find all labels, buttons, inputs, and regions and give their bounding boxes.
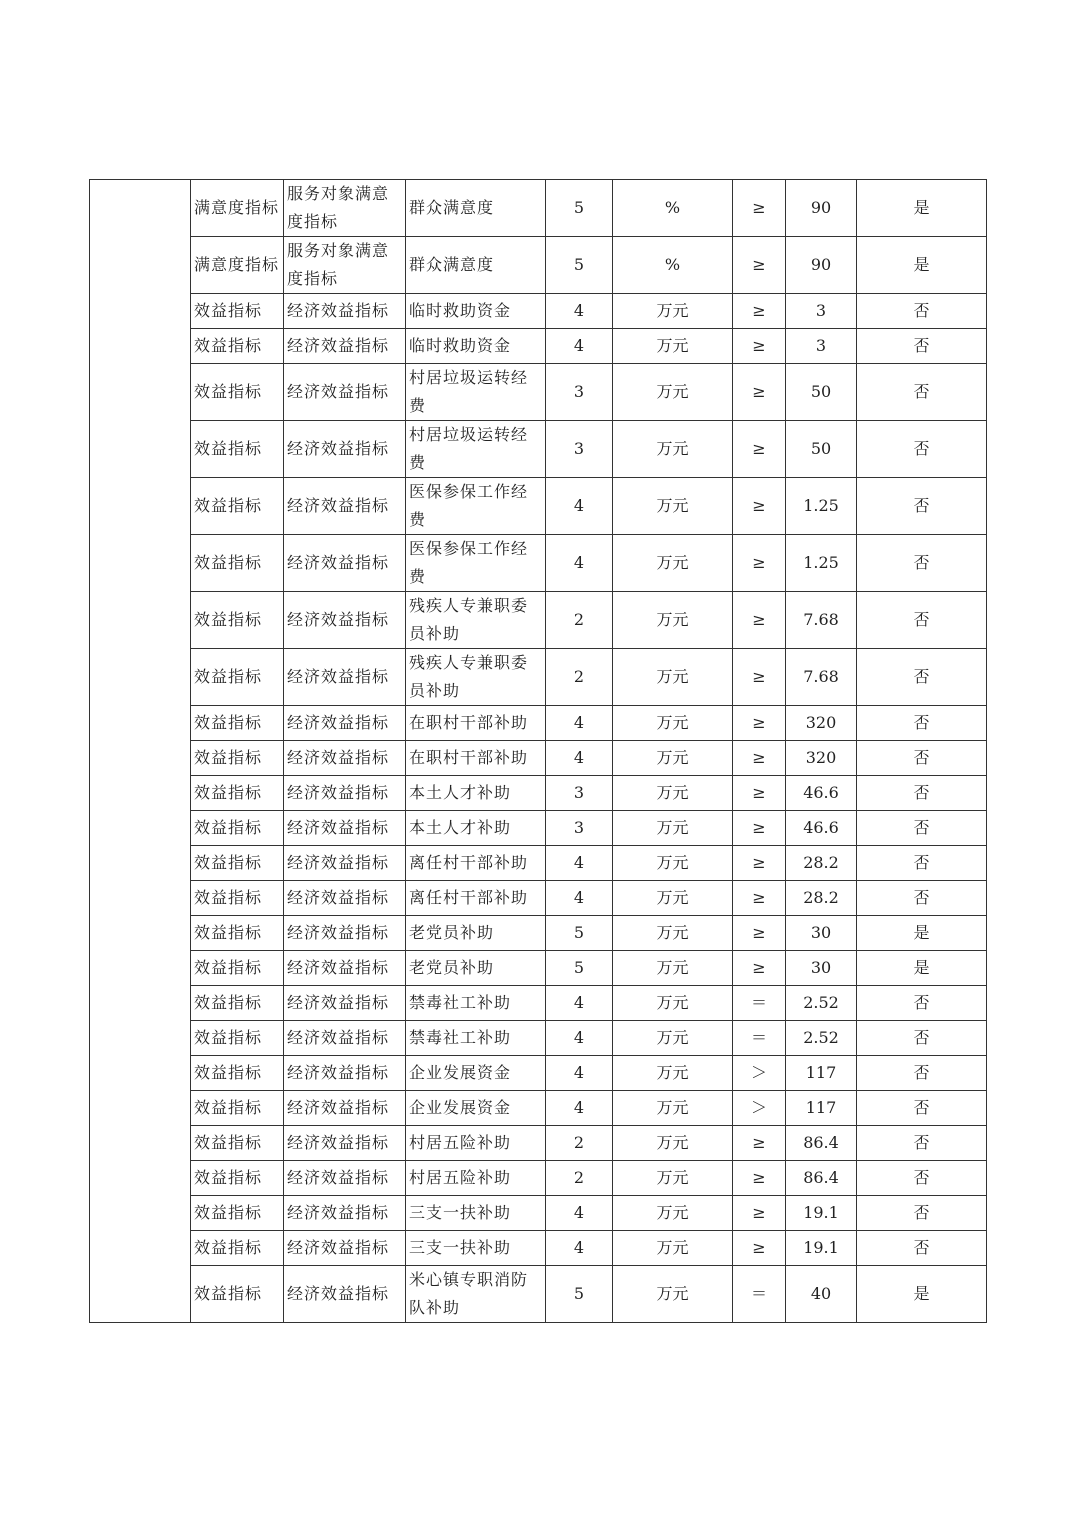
table-row <box>90 706 987 741</box>
unit-cell: 万元 <box>613 1161 733 1196</box>
table-row <box>90 1161 987 1196</box>
table-row <box>90 881 987 916</box>
level1-indicator-cell: 效益指标 <box>191 741 284 776</box>
level1-indicator-cell: 效益指标 <box>191 329 284 364</box>
unit-cell: 万元 <box>613 535 733 592</box>
operator-cell: ≥ <box>733 1126 786 1161</box>
level2-indicator-cell: 经济效益指标 <box>284 741 406 776</box>
level1-indicator-cell: 满意度指标 <box>191 180 284 237</box>
operator-cell: ＞ <box>733 1091 786 1126</box>
operator-cell: ≥ <box>733 846 786 881</box>
indicator-name-cell: 老党员补助 <box>406 916 546 951</box>
core-indicator-flag-cell: 否 <box>857 741 987 776</box>
indicator-name-cell: 老党员补助 <box>406 951 546 986</box>
target-value-cell: 28.2 <box>786 846 857 881</box>
indicator-name-cell: 禁毒社工补助 <box>406 1021 546 1056</box>
level1-indicator-cell: 效益指标 <box>191 706 284 741</box>
indicator-name-cell: 企业发展资金 <box>406 1056 546 1091</box>
unit-cell: 万元 <box>613 649 733 706</box>
target-value-cell: 30 <box>786 916 857 951</box>
unit-cell: 万元 <box>613 916 733 951</box>
target-value-cell: 2.52 <box>786 986 857 1021</box>
target-value-cell: 1.25 <box>786 535 857 592</box>
indicator-name-cell: 临时救助资金 <box>406 329 546 364</box>
indicator-name-cell: 残疾人专兼职委员补助 <box>406 649 546 706</box>
table-row <box>90 1266 987 1323</box>
level2-indicator-cell: 经济效益指标 <box>284 592 406 649</box>
target-value-cell: 19.1 <box>786 1231 857 1266</box>
unit-cell: 万元 <box>613 776 733 811</box>
weight-cell: 4 <box>546 1056 613 1091</box>
table-row <box>90 649 987 706</box>
level2-indicator-cell: 经济效益指标 <box>284 951 406 986</box>
core-indicator-flag-cell: 是 <box>857 237 987 294</box>
core-indicator-flag-cell: 是 <box>857 951 987 986</box>
indicator-table <box>89 179 987 1323</box>
target-value-cell: 46.6 <box>786 776 857 811</box>
indicator-name-cell: 在职村干部补助 <box>406 706 546 741</box>
blank-category-cell <box>90 180 191 1323</box>
indicator-name-cell: 本土人才补助 <box>406 811 546 846</box>
weight-cell: 4 <box>546 535 613 592</box>
weight-cell: 4 <box>546 329 613 364</box>
level1-indicator-cell: 效益指标 <box>191 776 284 811</box>
weight-cell: 4 <box>546 706 613 741</box>
level2-indicator-cell: 经济效益指标 <box>284 421 406 478</box>
unit-cell: 万元 <box>613 329 733 364</box>
indicator-name-cell: 村居垃圾运转经费 <box>406 421 546 478</box>
core-indicator-flag-cell: 否 <box>857 706 987 741</box>
core-indicator-flag-cell: 否 <box>857 535 987 592</box>
indicator-name-cell: 医保参保工作经费 <box>406 535 546 592</box>
table-row <box>90 1021 987 1056</box>
level1-indicator-cell: 效益指标 <box>191 916 284 951</box>
weight-cell: 5 <box>546 180 613 237</box>
level2-indicator-cell: 经济效益指标 <box>284 1266 406 1323</box>
level1-indicator-cell: 效益指标 <box>191 951 284 986</box>
table-row <box>90 364 987 421</box>
unit-cell: 万元 <box>613 951 733 986</box>
core-indicator-flag-cell: 否 <box>857 364 987 421</box>
level1-indicator-cell: 效益指标 <box>191 811 284 846</box>
unit-cell: 万元 <box>613 1231 733 1266</box>
level2-indicator-cell: 经济效益指标 <box>284 535 406 592</box>
level1-indicator-cell: 效益指标 <box>191 1161 284 1196</box>
level1-indicator-cell: 效益指标 <box>191 1056 284 1091</box>
unit-cell: 万元 <box>613 592 733 649</box>
indicator-name-cell: 米心镇专职消防队补助 <box>406 1266 546 1323</box>
operator-cell: ≥ <box>733 1161 786 1196</box>
weight-cell: 2 <box>546 1126 613 1161</box>
level2-indicator-cell: 经济效益指标 <box>284 1056 406 1091</box>
operator-cell: ≥ <box>733 951 786 986</box>
weight-cell: 2 <box>546 1161 613 1196</box>
indicator-name-cell: 村居五险补助 <box>406 1126 546 1161</box>
operator-cell: ≥ <box>733 294 786 329</box>
operator-cell: ≥ <box>733 237 786 294</box>
weight-cell: 3 <box>546 776 613 811</box>
core-indicator-flag-cell: 否 <box>857 811 987 846</box>
weight-cell: 4 <box>546 294 613 329</box>
target-value-cell: 90 <box>786 180 857 237</box>
table-row <box>90 329 987 364</box>
level2-indicator-cell: 经济效益指标 <box>284 811 406 846</box>
level1-indicator-cell: 效益指标 <box>191 846 284 881</box>
table-row <box>90 1126 987 1161</box>
indicator-name-cell: 残疾人专兼职委员补助 <box>406 592 546 649</box>
operator-cell: ＝ <box>733 1021 786 1056</box>
core-indicator-flag-cell: 否 <box>857 1056 987 1091</box>
unit-cell: 万元 <box>613 986 733 1021</box>
level2-indicator-cell: 经济效益指标 <box>284 1161 406 1196</box>
level2-indicator-cell: 经济效益指标 <box>284 846 406 881</box>
table-row <box>90 846 987 881</box>
indicator-name-cell: 临时救助资金 <box>406 294 546 329</box>
level1-indicator-cell: 效益指标 <box>191 1126 284 1161</box>
core-indicator-flag-cell: 否 <box>857 1196 987 1231</box>
core-indicator-flag-cell: 是 <box>857 180 987 237</box>
level2-indicator-cell: 服务对象满意度指标 <box>284 237 406 294</box>
level1-indicator-cell: 效益指标 <box>191 881 284 916</box>
core-indicator-flag-cell: 否 <box>857 421 987 478</box>
core-indicator-flag-cell: 否 <box>857 1021 987 1056</box>
target-value-cell: 40 <box>786 1266 857 1323</box>
core-indicator-flag-cell: 否 <box>857 776 987 811</box>
indicator-name-cell: 医保参保工作经费 <box>406 478 546 535</box>
core-indicator-flag-cell: 否 <box>857 1161 987 1196</box>
target-value-cell: 46.6 <box>786 811 857 846</box>
level1-indicator-cell: 效益指标 <box>191 364 284 421</box>
table-body <box>90 180 987 1323</box>
operator-cell: ≥ <box>733 916 786 951</box>
operator-cell: ≥ <box>733 364 786 421</box>
weight-cell: 4 <box>546 1196 613 1231</box>
table-row <box>90 478 987 535</box>
level1-indicator-cell: 效益指标 <box>191 478 284 535</box>
target-value-cell: 30 <box>786 951 857 986</box>
level2-indicator-cell: 经济效益指标 <box>284 364 406 421</box>
weight-cell: 5 <box>546 237 613 294</box>
core-indicator-flag-cell: 否 <box>857 649 987 706</box>
operator-cell: ≥ <box>733 881 786 916</box>
target-value-cell: 2.52 <box>786 1021 857 1056</box>
weight-cell: 4 <box>546 1091 613 1126</box>
unit-cell: 万元 <box>613 846 733 881</box>
target-value-cell: 117 <box>786 1091 857 1126</box>
table-row <box>90 916 987 951</box>
table-row <box>90 1056 987 1091</box>
table-row <box>90 421 987 478</box>
unit-cell: 万元 <box>613 1126 733 1161</box>
table-row <box>90 951 987 986</box>
indicator-name-cell: 禁毒社工补助 <box>406 986 546 1021</box>
unit-cell: 万元 <box>613 478 733 535</box>
indicator-name-cell: 离任村干部补助 <box>406 846 546 881</box>
operator-cell: ≥ <box>733 1196 786 1231</box>
target-value-cell: 3 <box>786 329 857 364</box>
core-indicator-flag-cell: 否 <box>857 1126 987 1161</box>
unit-cell: 万元 <box>613 1021 733 1056</box>
level2-indicator-cell: 经济效益指标 <box>284 478 406 535</box>
indicator-name-cell: 群众满意度 <box>406 180 546 237</box>
level1-indicator-cell: 效益指标 <box>191 1091 284 1126</box>
core-indicator-flag-cell: 否 <box>857 1231 987 1266</box>
operator-cell: ≥ <box>733 776 786 811</box>
table-row <box>90 776 987 811</box>
level2-indicator-cell: 经济效益指标 <box>284 1091 406 1126</box>
weight-cell: 4 <box>546 986 613 1021</box>
level2-indicator-cell: 经济效益指标 <box>284 294 406 329</box>
target-value-cell: 3 <box>786 294 857 329</box>
target-value-cell: 7.68 <box>786 592 857 649</box>
operator-cell: ≥ <box>733 535 786 592</box>
operator-cell: ≥ <box>733 741 786 776</box>
core-indicator-flag-cell: 否 <box>857 881 987 916</box>
core-indicator-flag-cell: 否 <box>857 478 987 535</box>
level2-indicator-cell: 经济效益指标 <box>284 1196 406 1231</box>
target-value-cell: 320 <box>786 706 857 741</box>
operator-cell: ≥ <box>733 421 786 478</box>
table-row <box>90 180 987 237</box>
operator-cell: ≥ <box>733 180 786 237</box>
table-row <box>90 592 987 649</box>
indicator-name-cell: 企业发展资金 <box>406 1091 546 1126</box>
unit-cell: 万元 <box>613 811 733 846</box>
indicator-name-cell: 群众满意度 <box>406 237 546 294</box>
operator-cell: ≥ <box>733 592 786 649</box>
weight-cell: 4 <box>546 881 613 916</box>
table-row <box>90 535 987 592</box>
operator-cell: ≥ <box>733 1231 786 1266</box>
weight-cell: 4 <box>546 1021 613 1056</box>
target-value-cell: 19.1 <box>786 1196 857 1231</box>
indicator-name-cell: 村居垃圾运转经费 <box>406 364 546 421</box>
level1-indicator-cell: 效益指标 <box>191 986 284 1021</box>
weight-cell: 5 <box>546 916 613 951</box>
unit-cell: 万元 <box>613 294 733 329</box>
level1-indicator-cell: 效益指标 <box>191 649 284 706</box>
operator-cell: ≥ <box>733 706 786 741</box>
weight-cell: 4 <box>546 846 613 881</box>
weight-cell: 5 <box>546 951 613 986</box>
core-indicator-flag-cell: 是 <box>857 916 987 951</box>
level2-indicator-cell: 经济效益指标 <box>284 776 406 811</box>
level2-indicator-cell: 经济效益指标 <box>284 986 406 1021</box>
unit-cell: % <box>613 180 733 237</box>
weight-cell: 4 <box>546 478 613 535</box>
weight-cell: 3 <box>546 421 613 478</box>
level1-indicator-cell: 效益指标 <box>191 592 284 649</box>
indicator-name-cell: 本土人才补助 <box>406 776 546 811</box>
unit-cell: 万元 <box>613 741 733 776</box>
indicator-name-cell: 三支一扶补助 <box>406 1231 546 1266</box>
unit-cell: 万元 <box>613 421 733 478</box>
target-value-cell: 86.4 <box>786 1161 857 1196</box>
operator-cell: ≥ <box>733 811 786 846</box>
level1-indicator-cell: 效益指标 <box>191 535 284 592</box>
level2-indicator-cell: 经济效益指标 <box>284 1021 406 1056</box>
level1-indicator-cell: 效益指标 <box>191 1196 284 1231</box>
weight-cell: 3 <box>546 364 613 421</box>
core-indicator-flag-cell: 否 <box>857 986 987 1021</box>
level2-indicator-cell: 经济效益指标 <box>284 1126 406 1161</box>
target-value-cell: 86.4 <box>786 1126 857 1161</box>
weight-cell: 4 <box>546 1231 613 1266</box>
operator-cell: ＝ <box>733 1266 786 1323</box>
operator-cell: ≥ <box>733 478 786 535</box>
unit-cell: % <box>613 237 733 294</box>
target-value-cell: 117 <box>786 1056 857 1091</box>
operator-cell: ≥ <box>733 329 786 364</box>
weight-cell: 4 <box>546 741 613 776</box>
target-value-cell: 320 <box>786 741 857 776</box>
weight-cell: 2 <box>546 592 613 649</box>
unit-cell: 万元 <box>613 364 733 421</box>
table-row <box>90 1091 987 1126</box>
target-value-cell: 50 <box>786 364 857 421</box>
table-row <box>90 1231 987 1266</box>
level1-indicator-cell: 效益指标 <box>191 421 284 478</box>
level1-indicator-cell: 效益指标 <box>191 1266 284 1323</box>
core-indicator-flag-cell: 否 <box>857 294 987 329</box>
level2-indicator-cell: 经济效益指标 <box>284 649 406 706</box>
level2-indicator-cell: 经济效益指标 <box>284 916 406 951</box>
table-row <box>90 741 987 776</box>
level1-indicator-cell: 效益指标 <box>191 1021 284 1056</box>
level2-indicator-cell: 经济效益指标 <box>284 329 406 364</box>
unit-cell: 万元 <box>613 706 733 741</box>
target-value-cell: 50 <box>786 421 857 478</box>
indicator-name-cell: 在职村干部补助 <box>406 741 546 776</box>
table-row <box>90 1196 987 1231</box>
operator-cell: ＞ <box>733 1056 786 1091</box>
table-row <box>90 237 987 294</box>
target-value-cell: 28.2 <box>786 881 857 916</box>
level1-indicator-cell: 效益指标 <box>191 294 284 329</box>
unit-cell: 万元 <box>613 1091 733 1126</box>
core-indicator-flag-cell: 否 <box>857 329 987 364</box>
weight-cell: 5 <box>546 1266 613 1323</box>
core-indicator-flag-cell: 是 <box>857 1266 987 1323</box>
level2-indicator-cell: 经济效益指标 <box>284 706 406 741</box>
level1-indicator-cell: 效益指标 <box>191 1231 284 1266</box>
target-value-cell: 1.25 <box>786 478 857 535</box>
indicator-name-cell: 三支一扶补助 <box>406 1196 546 1231</box>
unit-cell: 万元 <box>613 1196 733 1231</box>
indicator-name-cell: 村居五险补助 <box>406 1161 546 1196</box>
level2-indicator-cell: 服务对象满意度指标 <box>284 180 406 237</box>
level2-indicator-cell: 经济效益指标 <box>284 1231 406 1266</box>
table-row <box>90 294 987 329</box>
unit-cell: 万元 <box>613 1056 733 1091</box>
unit-cell: 万元 <box>613 1266 733 1323</box>
core-indicator-flag-cell: 否 <box>857 592 987 649</box>
weight-cell: 3 <box>546 811 613 846</box>
operator-cell: ＝ <box>733 986 786 1021</box>
table-row <box>90 986 987 1021</box>
core-indicator-flag-cell: 否 <box>857 846 987 881</box>
target-value-cell: 90 <box>786 237 857 294</box>
level2-indicator-cell: 经济效益指标 <box>284 881 406 916</box>
level1-indicator-cell: 满意度指标 <box>191 237 284 294</box>
core-indicator-flag-cell: 否 <box>857 1091 987 1126</box>
indicator-name-cell: 离任村干部补助 <box>406 881 546 916</box>
unit-cell: 万元 <box>613 881 733 916</box>
table-row <box>90 811 987 846</box>
operator-cell: ≥ <box>733 649 786 706</box>
weight-cell: 2 <box>546 649 613 706</box>
target-value-cell: 7.68 <box>786 649 857 706</box>
